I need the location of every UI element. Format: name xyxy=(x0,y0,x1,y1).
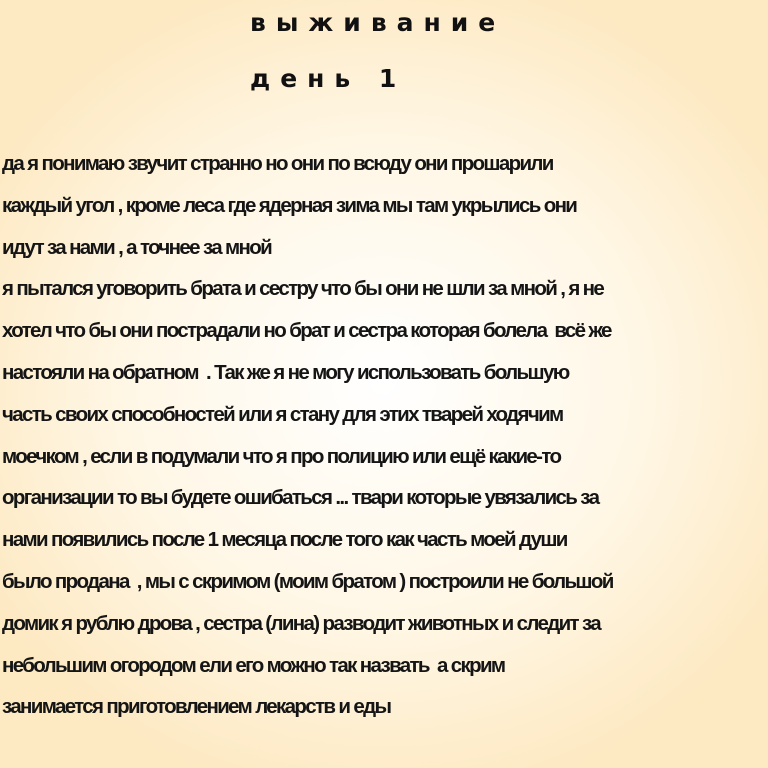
story-line: да я понимаю звучит странно но они по всюду они прошарили xyxy=(2,152,553,175)
story-text xyxy=(2,143,768,728)
story-line: нами появились после 1 месяца после того как часть моей души xyxy=(2,528,567,552)
story-line: было продана , мы с скримом (моим братом ) построили не большой xyxy=(2,569,613,593)
story-line: я пытался уговорить брата и сестру что бы они не шли за мной , я не xyxy=(2,277,604,301)
story-line: идут за нами , а точнее за мной xyxy=(2,235,272,259)
story-line: домик я рублю дрова , сестра (лина) разводит животных и следит за xyxy=(2,611,600,635)
story-line: каждый угол , кроме леса где ядерная зима мы там укрылись они xyxy=(2,193,577,217)
story-line: моечком , если в подумали что я про полицию или ещё какие-то xyxy=(2,444,561,468)
story-line: организации то вы будете ошибаться ... твари которые увязались за xyxy=(2,486,599,510)
story-line: настояли на обратном . Так же я не могу использовать большую xyxy=(2,360,569,384)
page-title: выживание xyxy=(250,8,506,37)
story-line: небольшим огородом ели его можно так назвать а скрим xyxy=(2,653,505,677)
story-line: часть своих способностей или я стану для этих тварей ходячим xyxy=(2,402,563,426)
page-subtitle-day: день 1 xyxy=(250,64,407,93)
story-line: хотел что бы они пострадали но брат и сестра которая болела всё же xyxy=(2,319,611,343)
story-line: занимается приготовлением лекарств и еды xyxy=(2,695,391,719)
